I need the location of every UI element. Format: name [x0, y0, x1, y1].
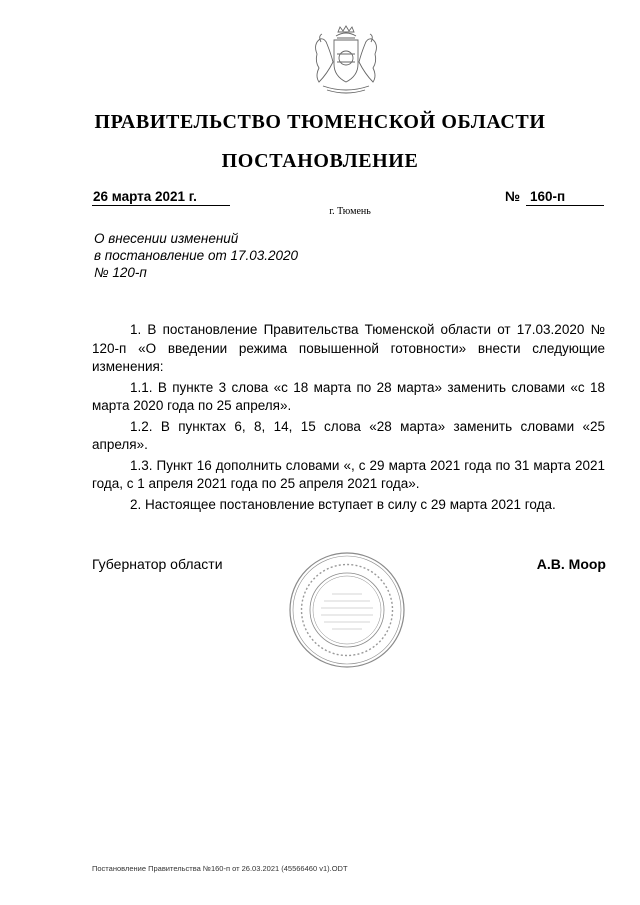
- document-type-title: ПОСТАНОВЛЕНИЕ: [221, 150, 419, 172]
- document-date: 26 марта 2021 г.: [93, 189, 197, 204]
- body-paragraph: 2. Настоящее постановление вступает в силу с 29 марта 2021 года.: [130, 496, 556, 512]
- official-seal: [288, 551, 406, 669]
- subject-line: О внесении изменений: [94, 231, 239, 246]
- body-paragraph: 1.1. В пункте 3 слова «с 18 марта по 28 марта» заменить словами «с 18 марта 2020 года по 25 апреля».: [92, 379, 605, 413]
- subject-block: [94, 230, 298, 281]
- body-paragraph: 1.2. В пунктах 6, 8, 14, 15 слова «28 марта» заменить словами «25 апреля».: [92, 418, 605, 452]
- footer-file-reference: Постановление Правительства №160-п от 26.03.2021 (45566460 v1).ODT: [92, 864, 348, 873]
- body-paragraph: 1. В постановление Правительства Тюменской области от 17.03.2020 № 120-п «О введении режима повышенной готовности» внести следующие изменения:: [92, 322, 605, 374]
- body-paragraph: 1.3. Пункт 16 дополнить словами «, с 29 марта 2021 года по 31 марта 2021 года, с 1 апреля 2021 года по 25 апреля 2021 года».: [92, 457, 605, 491]
- number-label: №: [505, 189, 521, 204]
- government-title: ПРАВИТЕЛЬСТВО ТЮМЕНСКОЙ ОБЛАСТИ: [94, 111, 546, 133]
- signer-role: Губернатор области: [92, 556, 223, 572]
- document-number: 160-п: [530, 189, 566, 204]
- subject-line: № 120-п: [94, 265, 147, 280]
- document-body: [92, 321, 605, 516]
- subject-line: в постановление от 17.03.2020: [94, 248, 299, 263]
- signer-name: А.В. Моор: [536, 556, 606, 572]
- city-label: г. Тюмень: [329, 206, 371, 217]
- coat-of-arms-emblem: [305, 24, 387, 96]
